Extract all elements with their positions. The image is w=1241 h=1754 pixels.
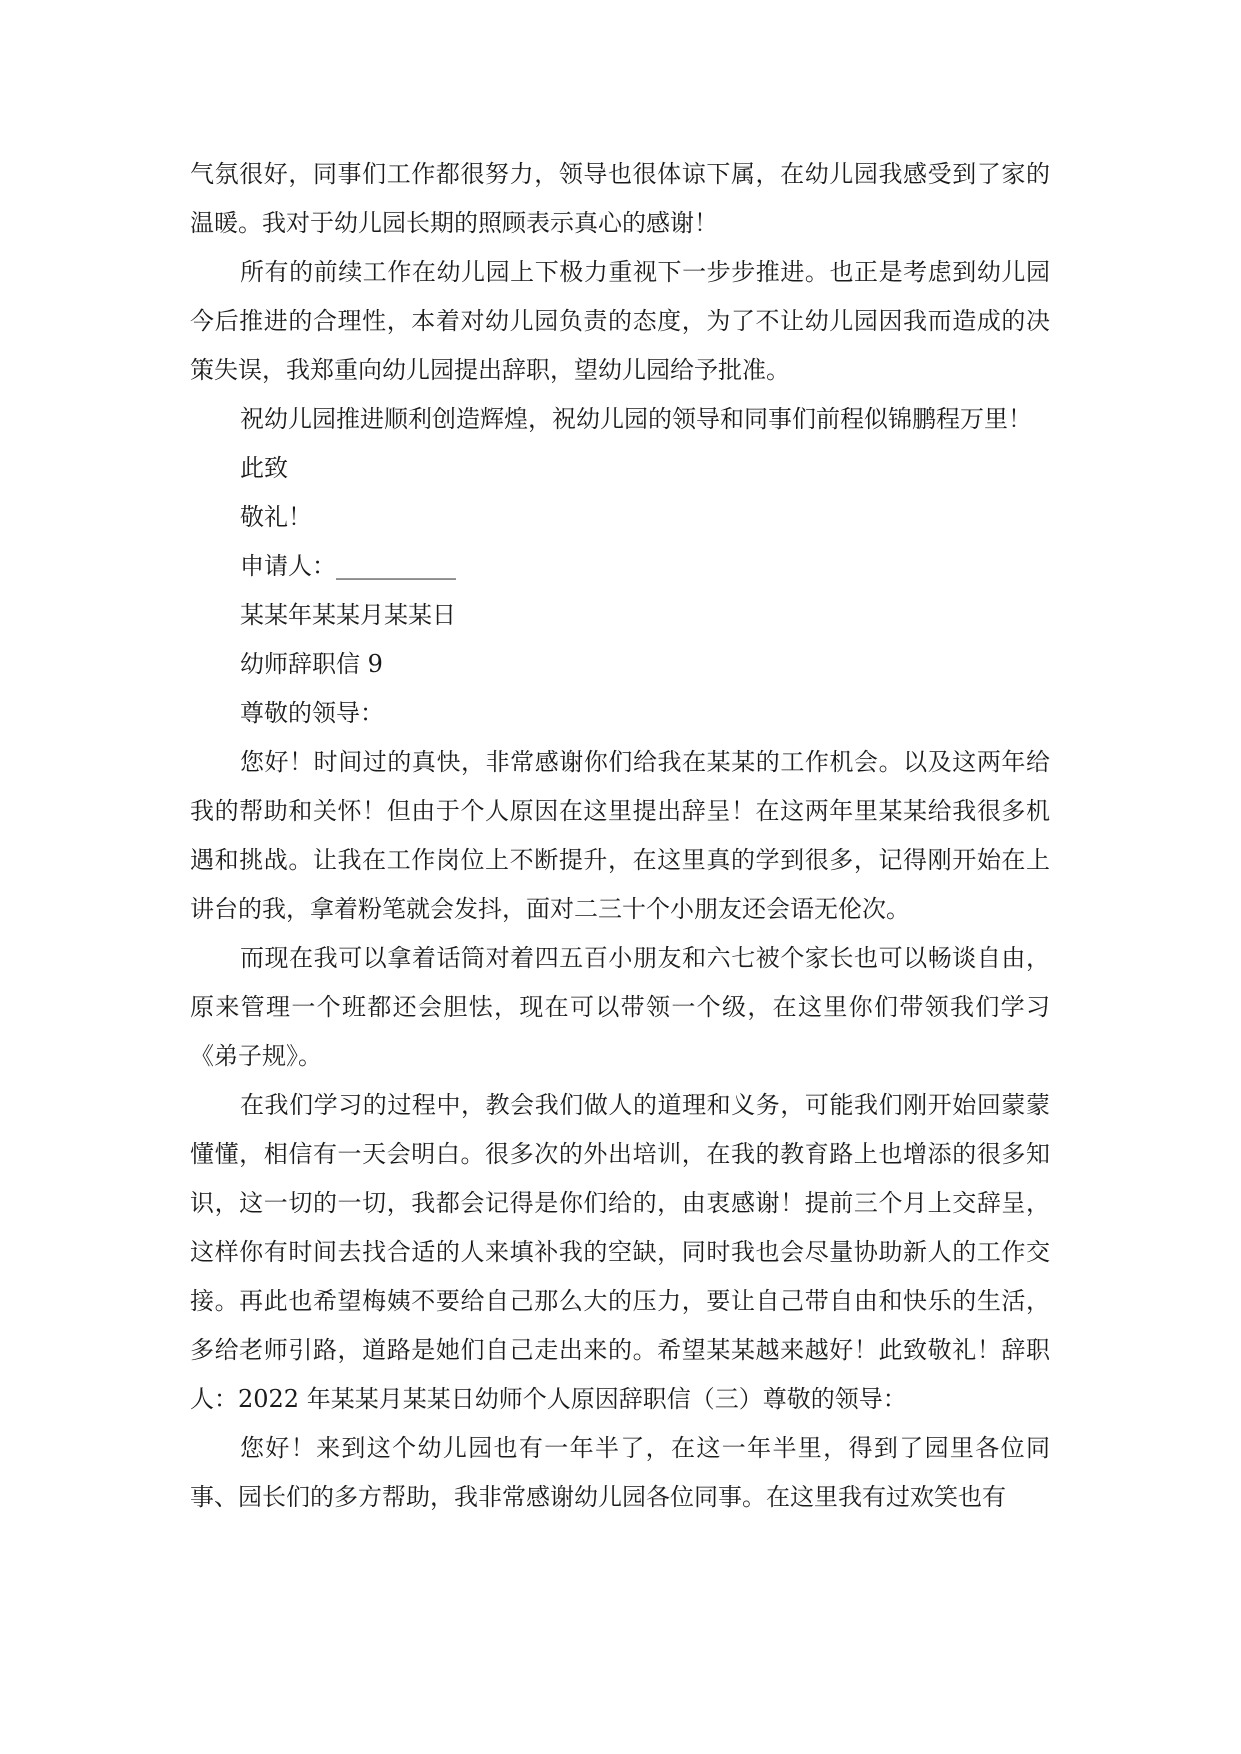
paragraph: 在我们学习的过程中，教会我们做人的道理和义务，可能我们刚开始回蒙蒙懂懂，相信有一天会明白。很多次的外出培训，在我的教育路上也增添的很多知识，这一切的一切，我都会记得是你们给的，由衷感谢！提前三个月上交辞呈，这样你有时间去找合适的人来填补我的空缺，同时我也会尽量协助新人的工作交接。再此也希望梅姨不要给自己那么大的压力，要让自己带自由和快乐的生活，多给老师引路，道路是她们自己走出来的。希望某某越来越好！此致敬礼！辞职人：2022 年某某月某某日幼师个人原因辞职信（三）尊敬的领导：: [190, 1091, 1050, 1413]
paragraph: 您好！时间过的真快，非常感谢你们给我在某某的工作机会。以及这两年给我的帮助和关怀！但由于个人原因在这里提出辞呈！在这两年里某某给我很多机遇和挑战。让我在工作岗位上不断提升，在这里真的学到很多，记得刚开始在上讲台的我，拿着粉笔就会发抖，面对二三十个小朋友还会语无伦次。: [190, 748, 1050, 923]
paragraph: 所有的前续工作在幼儿园上下极力重视下一步步推进。也正是考虑到幼儿园今后推进的合理性，本着对幼儿园负责的态度，为了不让幼儿园因我而造成的决策失误，我郑重向幼儿园提出辞职，望幼儿园给予批准。: [190, 258, 1050, 384]
applicant-signature-line: 申请人：__________: [240, 552, 456, 580]
paragraph: 而现在我可以拿着话筒对着四五百小朋友和六七被个家长也可以畅谈自由，原来管理一个班都还会胆怯，现在可以带领一个级，在这里你们带领我们学习《弟子规》。: [190, 944, 1050, 1070]
document-body: [190, 150, 1050, 1522]
closing-salutation: 此致: [240, 454, 288, 482]
paragraph: 祝幼儿园推进顺利创造辉煌，祝幼儿园的领导和同事们前程似锦鹏程万里！: [240, 405, 1032, 433]
letter-heading: 幼师辞职信 9: [240, 650, 383, 678]
closing-regards: 敬礼！: [240, 503, 312, 531]
paragraph: 您好！来到这个幼儿园也有一年半了，在这一年半里，得到了园里各位同事、园长们的多方帮助，我非常感谢幼儿园各位同事。在这里我有过欢笑也有: [190, 1434, 1050, 1511]
paragraph: 气氛很好，同事们工作都很努力，领导也很体谅下属，在幼儿园我感受到了家的温暖。我对于幼儿园长期的照顾表示真心的感谢！: [190, 160, 1050, 237]
date-line: 某某年某某月某某日: [240, 601, 456, 629]
greeting: 尊敬的领导：: [240, 699, 384, 727]
